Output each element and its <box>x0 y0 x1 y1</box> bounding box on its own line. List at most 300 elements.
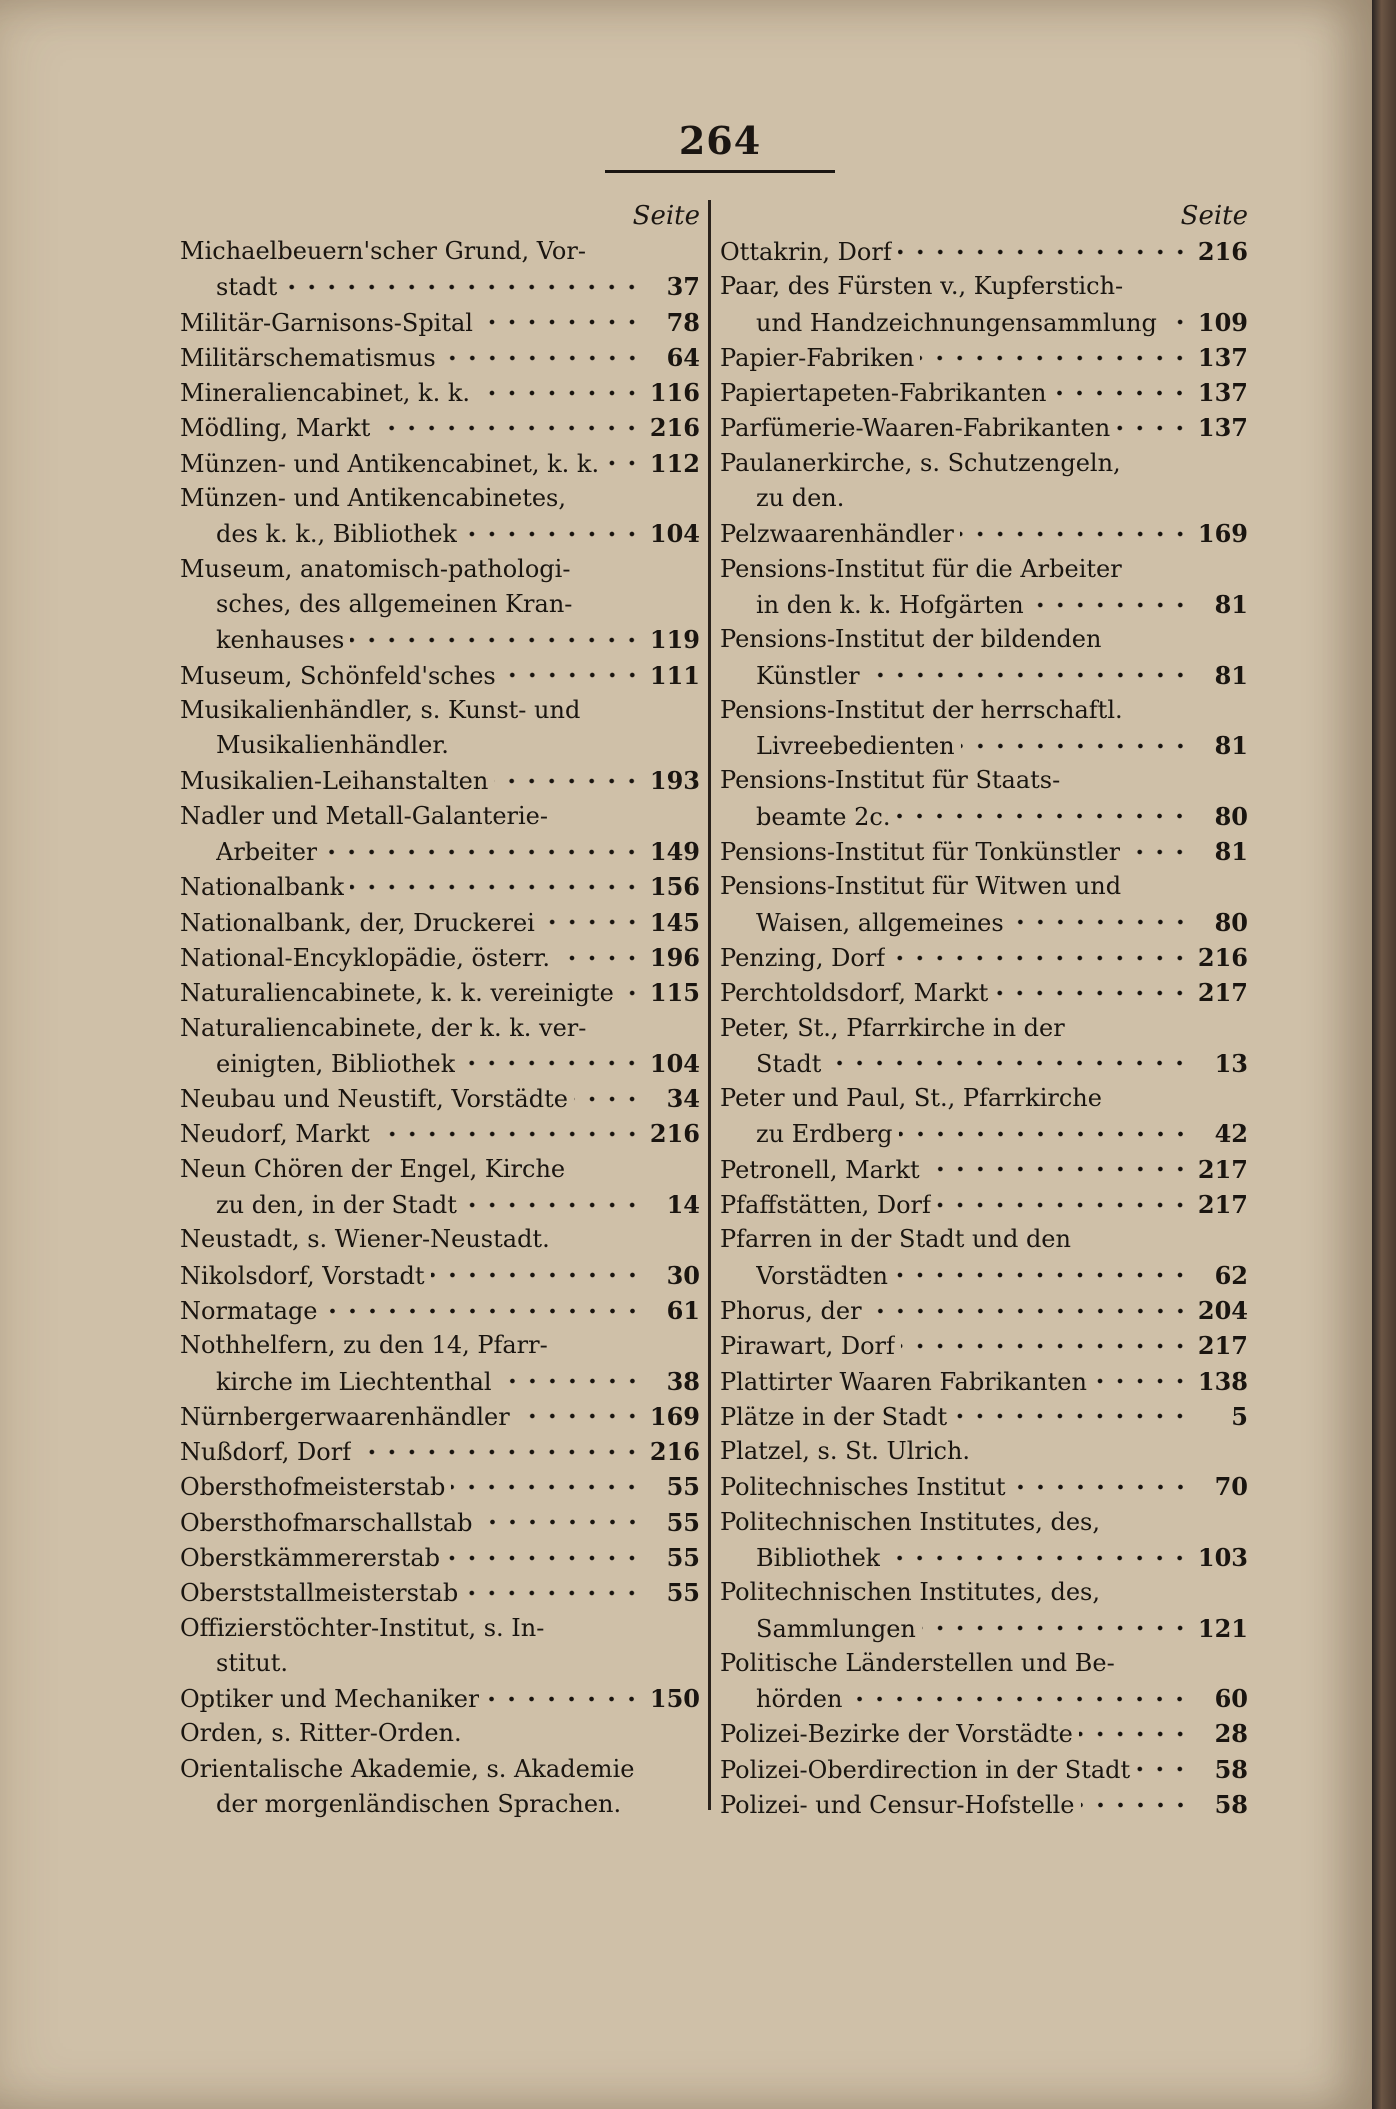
index-entry-line <box>720 587 1248 622</box>
index-entry-line <box>720 940 1248 975</box>
dot-leader <box>1136 1764 1190 1774</box>
entry-text: stadt <box>216 273 278 302</box>
dot-leader <box>899 1129 1191 1139</box>
index-entry <box>180 1681 700 1716</box>
entry-text: Politechnisches Institut <box>720 1473 1006 1502</box>
dot-leader <box>476 388 642 398</box>
index-entry-line <box>180 552 700 587</box>
index-entry <box>180 1469 700 1504</box>
index-entry <box>180 234 700 305</box>
index-entry <box>180 1258 700 1293</box>
page-reference: 217 <box>1197 1331 1248 1361</box>
page-reference: 216 <box>649 1437 700 1467</box>
index-entry <box>720 1575 1248 1646</box>
dot-leader <box>516 1411 642 1421</box>
page-reference: 104 <box>649 1048 700 1078</box>
index-entry <box>720 410 1248 445</box>
index-entry <box>720 269 1248 340</box>
entry-text: Pirawart, Dorf <box>720 1332 895 1361</box>
index-entry-line <box>180 481 700 516</box>
page-reference: 169 <box>1197 519 1248 549</box>
index-entry-line <box>720 481 1248 516</box>
index-entry-line <box>720 1787 1248 1822</box>
dot-leader <box>1030 600 1190 610</box>
index-entry-line <box>180 1187 700 1222</box>
page-reference: 70 <box>1214 1472 1248 1502</box>
page-reference: 30 <box>666 1260 700 1290</box>
dot-leader <box>463 529 642 539</box>
index-entry-line <box>720 305 1248 340</box>
dot-leader <box>922 1623 1190 1633</box>
dot-leader <box>464 1588 642 1598</box>
index-entry-line <box>180 1646 700 1681</box>
dot-leader <box>350 882 642 892</box>
entry-text: zu den, in der Stadt <box>216 1191 457 1220</box>
page-reference: 121 <box>1197 1613 1248 1643</box>
entry-text: Militär-Garnisons-Spital <box>180 308 473 337</box>
dot-leader <box>1052 388 1190 398</box>
dot-leader <box>463 1200 642 1210</box>
entry-text: der morgenländischen Sprachen. <box>216 1790 622 1819</box>
index-entry <box>180 1081 700 1116</box>
index-entry-line <box>720 516 1248 551</box>
page-reference: 80 <box>1214 801 1248 831</box>
index-entry <box>720 234 1248 269</box>
dot-leader <box>994 988 1190 998</box>
entry-text: Vorstädten <box>756 1261 888 1290</box>
page-reference: 14 <box>666 1190 700 1220</box>
index-entry <box>180 375 700 410</box>
index-entry-line <box>720 763 1248 798</box>
index-entry <box>180 799 700 870</box>
entry-text: Naturaliencabinete, k. k. vereinigte <box>180 979 614 1008</box>
page-reference: 78 <box>666 307 700 337</box>
entry-text: Bibliothek <box>756 1543 881 1572</box>
entry-text: Polizei-Bezirke der Vorstädte <box>720 1720 1073 1749</box>
index-entry-line <box>720 1293 1248 1328</box>
index-entry <box>180 410 700 445</box>
header-rule <box>605 170 835 173</box>
index-entry-line <box>180 728 700 763</box>
index-entry-line <box>720 869 1248 904</box>
entry-text: einigten, Bibliothek <box>216 1049 456 1078</box>
page-reference: 62 <box>1214 1260 1248 1290</box>
entry-text: Politechnischen Institutes, des, <box>720 1507 1100 1536</box>
dot-leader <box>556 953 642 963</box>
page-reference: 115 <box>649 978 700 1008</box>
index-entry <box>720 1752 1248 1787</box>
entry-text: Pensions-Institut für Staats- <box>720 766 1061 795</box>
index-entry-line <box>180 658 700 693</box>
dot-leader <box>541 917 642 927</box>
page-reference: 104 <box>649 519 700 549</box>
index-entry-line <box>720 1222 1248 1257</box>
index-entry-line <box>720 728 1248 763</box>
dot-leader <box>461 1058 642 1068</box>
index-entry-line <box>720 1716 1248 1751</box>
index-entry-line <box>180 340 700 375</box>
dot-leader <box>894 1270 1190 1280</box>
index-entry-line <box>720 834 1248 869</box>
entry-text: Pensions-Institut für Witwen und <box>720 872 1122 901</box>
index-entry <box>180 1328 700 1399</box>
page-reference: 145 <box>649 907 700 937</box>
dot-leader <box>485 1694 642 1704</box>
index-entry <box>720 834 1248 869</box>
entry-text: Polizei- und Censur-Hofstelle <box>720 1791 1075 1820</box>
entry-text: Politische Länderstellen und Be- <box>720 1648 1115 1677</box>
entry-text: Phorus, der <box>720 1296 862 1325</box>
dot-leader <box>357 1447 642 1457</box>
index-entry-line <box>720 375 1248 410</box>
entry-text: Pfarren in der Stadt und den <box>720 1225 1071 1254</box>
index-entry <box>720 1152 1248 1187</box>
index-entry-line <box>180 1716 700 1751</box>
dot-leader <box>868 1306 1190 1316</box>
index-entry-line <box>180 622 700 657</box>
dot-leader <box>451 1482 642 1492</box>
page-reference: 217 <box>1197 1154 1248 1184</box>
index-entry <box>180 446 700 481</box>
index-entry-line <box>180 799 700 834</box>
entry-text: Münzen- und Antikencabinet, k. k. <box>180 449 600 478</box>
entry-text: Pelzwaarenhändler <box>720 520 954 549</box>
index-entry <box>720 1293 1248 1328</box>
entry-text: Obersthofmeisterstab <box>180 1473 446 1502</box>
index-entry-line <box>180 1081 700 1116</box>
index-entry <box>180 1434 700 1469</box>
entry-text: in den k. k. Hofgärten <box>756 590 1024 619</box>
entry-text: Obersthofmarschallstab <box>180 1508 473 1537</box>
entry-text: Optiker und Mechaniker <box>180 1685 480 1714</box>
index-entry-line <box>180 1575 700 1610</box>
index-entry <box>720 869 1248 940</box>
entry-text: sches, des allgemeinen Kran- <box>216 589 573 618</box>
page-reference: 5 <box>1231 1401 1248 1431</box>
page-reference: 216 <box>649 413 700 443</box>
entry-text: Platzel, s. St. Ulrich. <box>720 1437 971 1466</box>
entry-text: kenhauses <box>216 626 345 655</box>
dot-leader <box>901 1341 1190 1351</box>
book-spine-edge <box>1372 0 1396 2109</box>
index-entry <box>180 869 700 904</box>
index-entry <box>180 1222 700 1257</box>
index-entry <box>180 1611 700 1682</box>
index-entry-line <box>180 1434 700 1469</box>
entry-text: Pensions-Institut für Tonkünstler <box>720 838 1121 867</box>
page-reference: 61 <box>666 1295 700 1325</box>
dot-leader <box>1093 1376 1190 1386</box>
page-reference: 109 <box>1197 307 1248 337</box>
index-entry <box>180 1152 700 1223</box>
entry-text: Peter und Paul, St., Pfarrkirche <box>720 1084 1102 1113</box>
dot-leader <box>574 1094 642 1104</box>
page-reference: 111 <box>649 660 700 690</box>
entry-text: Pensions-Institut der bildenden <box>720 625 1102 654</box>
index-entry-line <box>720 693 1248 728</box>
dot-leader <box>848 1694 1190 1704</box>
index-entry <box>720 446 1248 517</box>
page-reference: 81 <box>1214 660 1248 690</box>
index-entry <box>180 940 700 975</box>
index-entry-line <box>180 869 700 904</box>
entry-text: Waisen, allgemeines <box>756 908 1004 937</box>
index-column-right <box>720 198 1248 1822</box>
page-reference: 37 <box>666 272 700 302</box>
index-entry-line <box>720 410 1248 445</box>
entry-text: beamte 2c. <box>756 802 891 831</box>
index-entry-line <box>720 340 1248 375</box>
index-entry <box>180 1293 700 1328</box>
seite-header-right: Seite <box>1180 201 1248 231</box>
entry-text: Neubau und Neustift, Vorstädte <box>180 1085 568 1114</box>
index-entry-line <box>720 1752 1248 1787</box>
entry-text: Nationalbank, der, Druckerei <box>180 908 535 937</box>
index-entry-line <box>180 834 700 869</box>
index-entry-line <box>180 1540 700 1575</box>
index-entry-line <box>180 516 700 551</box>
dot-leader <box>502 670 642 680</box>
index-entry <box>720 1505 1248 1576</box>
entry-text: Papier-Fabriken <box>720 343 915 372</box>
index-entry <box>720 975 1248 1010</box>
entry-text: Nationalbank <box>180 873 345 902</box>
page-reference: 119 <box>649 625 700 655</box>
index-entry <box>720 622 1248 693</box>
entry-text: Nadler und Metall-Galanterie- <box>180 801 548 830</box>
page-reference: 156 <box>649 872 700 902</box>
index-entries-right <box>720 234 1248 1822</box>
index-entry <box>720 940 1248 975</box>
page-reference: 149 <box>649 837 700 867</box>
index-entry-line <box>180 763 700 798</box>
dot-leader <box>431 1270 642 1280</box>
entry-text: Livreebedienten <box>756 732 955 761</box>
index-entry-line <box>180 1505 700 1540</box>
entry-text: Mödling, Markt <box>180 414 371 443</box>
page-reference: 81 <box>1214 837 1248 867</box>
page-reference: 112 <box>649 448 700 478</box>
index-entry-line <box>180 1681 700 1716</box>
entry-text: Offizierstöchter-Institut, s. In- <box>180 1613 545 1642</box>
entry-text: Paar, des Fürsten v., Kupferstich- <box>720 272 1124 301</box>
index-entry <box>720 1081 1248 1152</box>
page-reference: 138 <box>1197 1366 1248 1396</box>
entry-text: Museum, Schönfeld'sches <box>180 661 496 690</box>
dot-leader <box>283 282 642 292</box>
page-reference: 34 <box>666 1084 700 1114</box>
index-entry-line <box>720 1646 1248 1681</box>
entry-text: Sammlungen <box>756 1614 916 1643</box>
index-entry-line <box>180 1222 700 1257</box>
dot-leader <box>1116 423 1190 433</box>
page-number: 264 <box>678 118 762 163</box>
page-reference: 81 <box>1214 731 1248 761</box>
page-reference: 13 <box>1214 1048 1248 1078</box>
index-entry <box>180 693 700 764</box>
entry-text: Michaelbeuern'scher Grund, Vor- <box>180 237 586 265</box>
entry-text: Nikolsdorf, Vorstadt <box>180 1261 425 1290</box>
entry-text: Musikalienhändler. <box>216 731 449 760</box>
entry-text: Peter, St., Pfarrkirche in der <box>720 1013 1065 1042</box>
index-entry <box>180 552 700 658</box>
index-entry-line <box>720 658 1248 693</box>
index-entry <box>720 1222 1248 1293</box>
index-entry-line <box>180 234 700 269</box>
index-entry-line <box>180 975 700 1010</box>
index-entry-line <box>180 410 700 445</box>
page-reference: 55 <box>666 1507 700 1537</box>
index-entry <box>720 552 1248 623</box>
entry-text: Mineraliencabinet, k. k. <box>180 379 471 408</box>
entry-text: National-Encyklopädie, österr. <box>180 943 550 972</box>
entry-text: Orientalische Akademie, s. Akademie <box>180 1754 635 1783</box>
entry-text: hörden <box>756 1685 843 1714</box>
index-entry-line <box>180 693 700 728</box>
entry-text: des k. k., Bibliothek <box>216 520 458 549</box>
entry-text: Naturaliencabinete, der k. k. ver- <box>180 1013 587 1042</box>
dot-leader <box>350 635 642 645</box>
dot-leader <box>376 1129 642 1139</box>
index-entry <box>180 1575 700 1610</box>
index-entry <box>720 1328 1248 1363</box>
entry-text: Plätze in der Stadt <box>720 1402 948 1431</box>
index-entry-line <box>180 1152 700 1187</box>
page-reference: 55 <box>666 1472 700 1502</box>
index-entry-line <box>720 1328 1248 1363</box>
dot-leader <box>1010 917 1190 927</box>
index-entry-line <box>720 975 1248 1010</box>
page-reference: 55 <box>666 1542 700 1572</box>
index-entry <box>720 1469 1248 1504</box>
dot-leader <box>953 1411 1190 1421</box>
dot-leader <box>866 670 1190 680</box>
dot-leader <box>926 1164 1190 1174</box>
entry-text: Pensions-Institut der herrschaftl. <box>720 695 1123 724</box>
entry-text: Oberststallmeisterstab <box>180 1579 459 1608</box>
dot-leader <box>479 1517 642 1527</box>
index-entry-line <box>720 269 1248 304</box>
dot-leader <box>1012 1482 1190 1492</box>
index-entry <box>720 693 1248 764</box>
index-entry-line <box>720 1434 1248 1469</box>
entry-text: Militärschematismus <box>180 343 436 372</box>
entry-text: Arbeiter <box>216 838 318 867</box>
index-entry-line <box>720 905 1248 940</box>
dot-leader <box>446 1553 642 1563</box>
entry-text: Paulanerkirche, s. Schutzengeln, <box>720 448 1121 477</box>
dot-leader <box>1081 1800 1190 1810</box>
page-reference: 58 <box>1214 1790 1248 1820</box>
dot-leader <box>827 1058 1190 1068</box>
page-reference: 216 <box>649 1119 700 1149</box>
index-entry-line <box>720 446 1248 481</box>
entry-text: zu den. <box>756 484 845 513</box>
index-entry <box>720 1787 1248 1822</box>
index-entry-line <box>180 375 700 410</box>
index-entry-line <box>720 1399 1248 1434</box>
dot-leader <box>896 811 1190 821</box>
index-entry-line <box>180 1328 700 1363</box>
dot-leader <box>920 353 1190 363</box>
dot-leader <box>1079 1729 1190 1739</box>
entry-text: Papiertapeten-Fabrikanten <box>720 379 1047 408</box>
dot-leader <box>886 1553 1190 1563</box>
dot-leader <box>898 247 1190 257</box>
index-entry <box>720 340 1248 375</box>
index-entry-line <box>720 1575 1248 1610</box>
index-entry-line <box>180 305 700 340</box>
dot-leader <box>376 423 642 433</box>
index-entry-line <box>180 905 700 940</box>
page-reference: 169 <box>649 1401 700 1431</box>
entry-text: Ottakrin, Dorf <box>720 238 892 266</box>
entry-text: Pensions-Institut für die Arbeiter <box>720 554 1122 583</box>
dot-leader <box>961 741 1190 751</box>
dot-leader <box>960 529 1190 539</box>
page-reference: 150 <box>649 1684 700 1714</box>
index-entry <box>720 1364 1248 1399</box>
index-entry-line <box>720 1187 1248 1222</box>
index-entry-line <box>180 1293 700 1328</box>
column-divider <box>708 200 711 1810</box>
page-reference: 28 <box>1214 1719 1248 1749</box>
entry-text: Musikalien-Leihanstalten <box>180 767 489 796</box>
entry-text: kirche im Liechtenthal <box>216 1367 492 1396</box>
index-entry <box>720 375 1248 410</box>
index-entry-line <box>720 1011 1248 1046</box>
page-reference: 64 <box>666 342 700 372</box>
index-entry <box>180 1716 700 1751</box>
index-entry-line <box>720 1116 1248 1151</box>
index-entry-line <box>720 234 1248 269</box>
entry-text: Politechnischen Institutes, des, <box>720 1578 1100 1607</box>
page-reference: 137 <box>1197 378 1248 408</box>
dot-leader <box>494 776 642 786</box>
index-entry-line <box>180 1046 700 1081</box>
page-reference: 217 <box>1197 1190 1248 1220</box>
entry-text: Orden, s. Ritter-Orden. <box>180 1719 462 1748</box>
index-entry <box>180 905 700 940</box>
index-entry-line <box>180 587 700 622</box>
index-entry <box>180 1752 700 1823</box>
dot-leader <box>620 988 642 998</box>
index-entry-line <box>180 1364 700 1399</box>
page-reference: 204 <box>1197 1295 1248 1325</box>
index-entry <box>720 1646 1248 1717</box>
index-entry-line <box>720 799 1248 834</box>
entry-text: Plattirter Waaren Fabrikanten <box>720 1367 1087 1396</box>
index-entry-line <box>180 1116 700 1151</box>
index-entry-line <box>720 1540 1248 1575</box>
index-entry-line <box>720 622 1248 657</box>
dot-leader <box>324 1306 642 1316</box>
page-reference: 196 <box>649 942 700 972</box>
index-entry <box>180 340 700 375</box>
index-column-left <box>180 198 700 1822</box>
index-entry-line <box>720 1505 1248 1540</box>
index-entry <box>180 305 700 340</box>
page-reference: 137 <box>1197 413 1248 443</box>
entry-text: Petronell, Markt <box>720 1155 920 1184</box>
index-entry-line <box>180 446 700 481</box>
index-entry-line <box>180 1752 700 1787</box>
index-entry <box>180 1399 700 1434</box>
entry-text: Neudorf, Markt <box>180 1120 370 1149</box>
index-entry-line <box>180 1787 700 1822</box>
page-reference: 55 <box>666 1578 700 1608</box>
index-entry-line <box>180 1399 700 1434</box>
